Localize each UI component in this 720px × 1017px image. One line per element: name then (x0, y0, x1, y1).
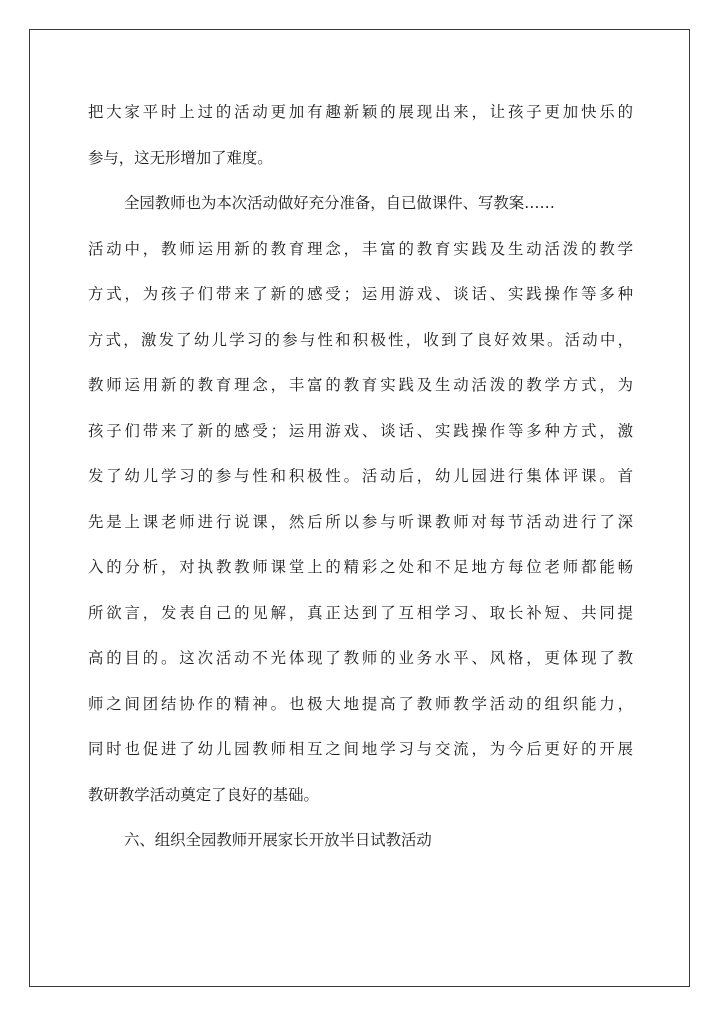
paragraph-line: 教研教学活动奠定了良好的基础。 (88, 785, 319, 804)
paragraph-line: 教师运用新的教育理念，丰富的教育实践及生动活泼的教学方式，为 (88, 376, 633, 394)
paragraph-line: 高的目的。这次活动不光体现了教师的业务水平、风格，更体现了教 (88, 649, 633, 667)
document-body (88, 92, 633, 866)
paragraph-line: 孩子们带来了新的感受；运用游戏、谈话、实践操作等多种方式，激 (88, 421, 633, 440)
paragraph-line: 活动中，教师运用新的教育理念，丰富的教育实践及生动活泼的教学 (88, 239, 633, 258)
paragraph-line: 全园教师也为本次活动做好充分准备，自已做课件、写教案…… (124, 194, 555, 212)
paragraph-line: 方式，激发了幼儿学习的参与性和积极性，收到了良好效果。活动中， (88, 330, 633, 349)
paragraph-line: 把大家平时上过的活动更加有趣新颖的展现出来，让孩子更加快乐的 (88, 103, 633, 121)
paragraph-line: 师之间团结协作的精神。也极大地提高了教师教学活动的组织能力， (88, 694, 633, 713)
paragraph-1 (88, 92, 633, 183)
paragraph-line: 入的分析，对执教教师课堂上的精彩之处和不足地方每位老师都能畅 (88, 558, 633, 576)
paragraph-line: 先是上课老师进行说课，然后所以参与听课教师对每节活动进行了深 (88, 512, 633, 531)
paragraph-line: 方式，为孩子们带来了新的感受；运用游戏、谈话、实践操作等多种 (88, 285, 633, 303)
section-heading: 六、组织全园教师开展家长开放半日试教活动 (124, 831, 432, 849)
paragraph-2 (88, 183, 633, 820)
paragraph-line: 参与，这无形增加了难度。 (88, 148, 273, 167)
paragraph-line: 所欲言，发表自己的见解，真正达到了互相学习、取长补短、共同提 (88, 603, 633, 622)
paragraph-line: 同时也促进了幼儿园教师相互之间地学习与交流，为今后更好的开展 (88, 740, 633, 758)
paragraph-line: 发了幼儿学习的参与性和积极性。活动后，幼儿园进行集体评课。首 (88, 467, 633, 485)
